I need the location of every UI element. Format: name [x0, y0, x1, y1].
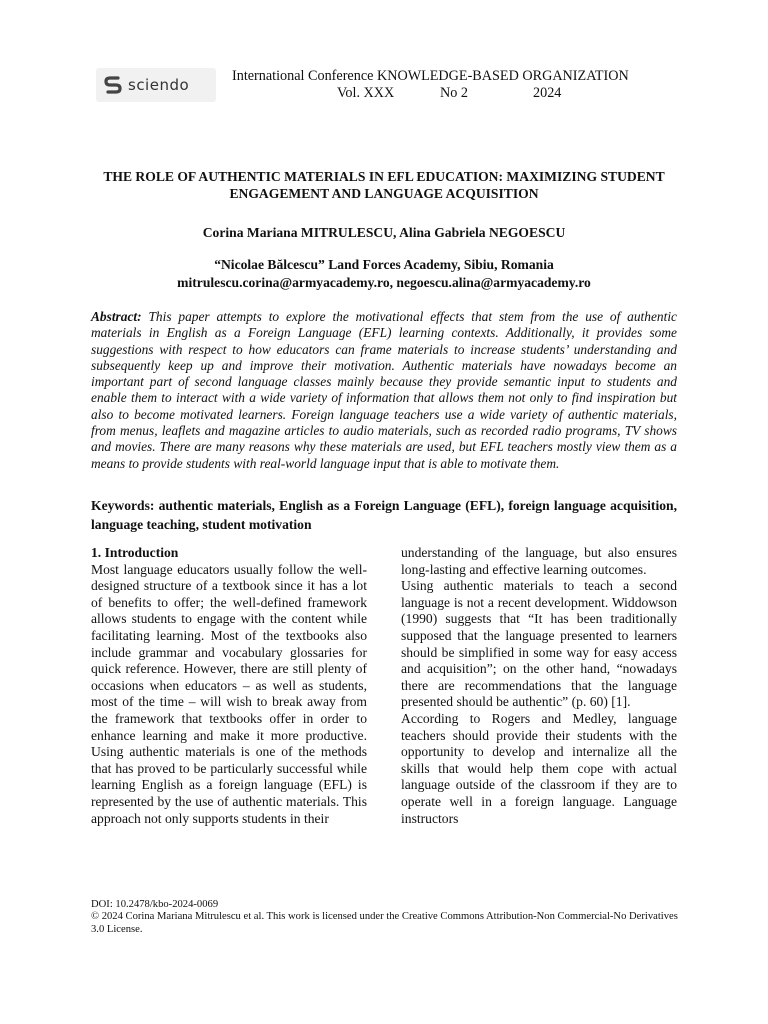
- sciendo-s-logo-icon: [104, 75, 122, 95]
- author-affiliation-block: [92, 256, 676, 292]
- section-heading: 1. Introduction: [91, 545, 179, 560]
- paper-authors: Corina Mariana MITRULESCU, Alina Gabriela NEGOESCU: [202, 225, 566, 240]
- paper-title: THE ROLE OF AUTHENTIC MATERIALS IN EFL EDUCATION: MAXIMIZING STUDENT ENGAGEMENT AND LANGUAGE ACQUISITION: [103, 169, 665, 201]
- license-notice: © 2024 Corina Mariana Mitrulescu et al. This work is licensed under the Creative Commons Attribution-Non Commercial-No Derivatives 3.0 License.: [91, 911, 678, 935]
- issue-info: [337, 85, 561, 102]
- body-paragraph: Most language educators usually follow the well-designed structure of a textbook since it has a lot of benefits to offer; the well-defined framework allows students to engage with the content while facilitating learning. Most of the textbooks also include grammar and vocabulary glossaries for quick reference. However, there are still plenty of occasions when educators – as well as students, most of the time – will wish to break away from the framework that textbooks offer in order to enhance learning and make it more productive. Using authentic materials is one of the methods that has proved to be particularly successful while learning English as a foreign language (EFL) is represented by the use of authentic materials. This approach not only supports students in their: [91, 561, 367, 826]
- publisher-logo: [96, 68, 216, 102]
- doi: DOI: 10.2478/kbo-2024-0069: [91, 899, 219, 910]
- logo-text: sciendo: [128, 76, 190, 94]
- conference-name: International Conference KNOWLEDGE-BASED ORGANIZATION: [232, 68, 629, 84]
- right-column: [401, 545, 677, 827]
- body-paragraph: Using authentic materials to teach a second language is not a recent development. Widdowson (1990) suggests that “It has been traditionally supposed that the language presented to learners should be simplified in some way for easy access and acquisition”; on the other hand, “nowadays there are recommendations that the language presented should be authentic” (p. 60) [1].: [401, 578, 677, 710]
- author-emails: mitrulescu.corina@armyacademy.ro, negoescu.alina@armyacademy.ro: [177, 275, 591, 290]
- body-paragraph: According to Rogers and Medley, language teachers should provide their students with the opportunity to develop and internalize all the skills that would help them cope with actual language outside of the classroom if they are to operate well in a foreign language. Language instructors: [401, 710, 677, 826]
- abstract-text: This paper attempts to explore the motivational effects that stem from the use of authentic materials in English as a Foreign Language (EFL) learning contexts. Additionally, it provides some suggestions with respect to how educators can frame materials to increase students’ understanding and subsequently keep up and improve their motivation. Authentic materials have nowadays become an important part of second language classes mainly because they provide semantic input to students and enable them to interact with a wide variety of information that allows them not only to find inspiration but also to become motivated learners. Foreign language teachers use a wide variety of authentic materials, from menus, leaflets and magazine articles to audio materials, such as recorded radio programs, TV shows and movies. There are many reasons why these materials are used, but EFL teachers mostly view them as a means to provide students with real-world language input that is able to motivate them.: [91, 309, 677, 471]
- left-column: [91, 545, 367, 827]
- issue-year: 2024: [533, 85, 562, 101]
- volume: Vol. XXX: [337, 85, 395, 101]
- page-footer: [91, 899, 681, 936]
- abstract-label: Abstract:: [91, 309, 142, 324]
- abstract: [91, 309, 677, 472]
- body-paragraph: understanding of the language, but also ensures long-lasting and effective learning outcomes.: [401, 545, 677, 577]
- issue-number: No 2: [440, 85, 468, 101]
- affiliation: “Nicolae Bălcescu” Land Forces Academy, Sibiu, Romania: [214, 257, 554, 272]
- keywords: Keywords: authentic materials, English as a Foreign Language (EFL), foreign language acquisition, language teaching, student motivation: [91, 498, 677, 532]
